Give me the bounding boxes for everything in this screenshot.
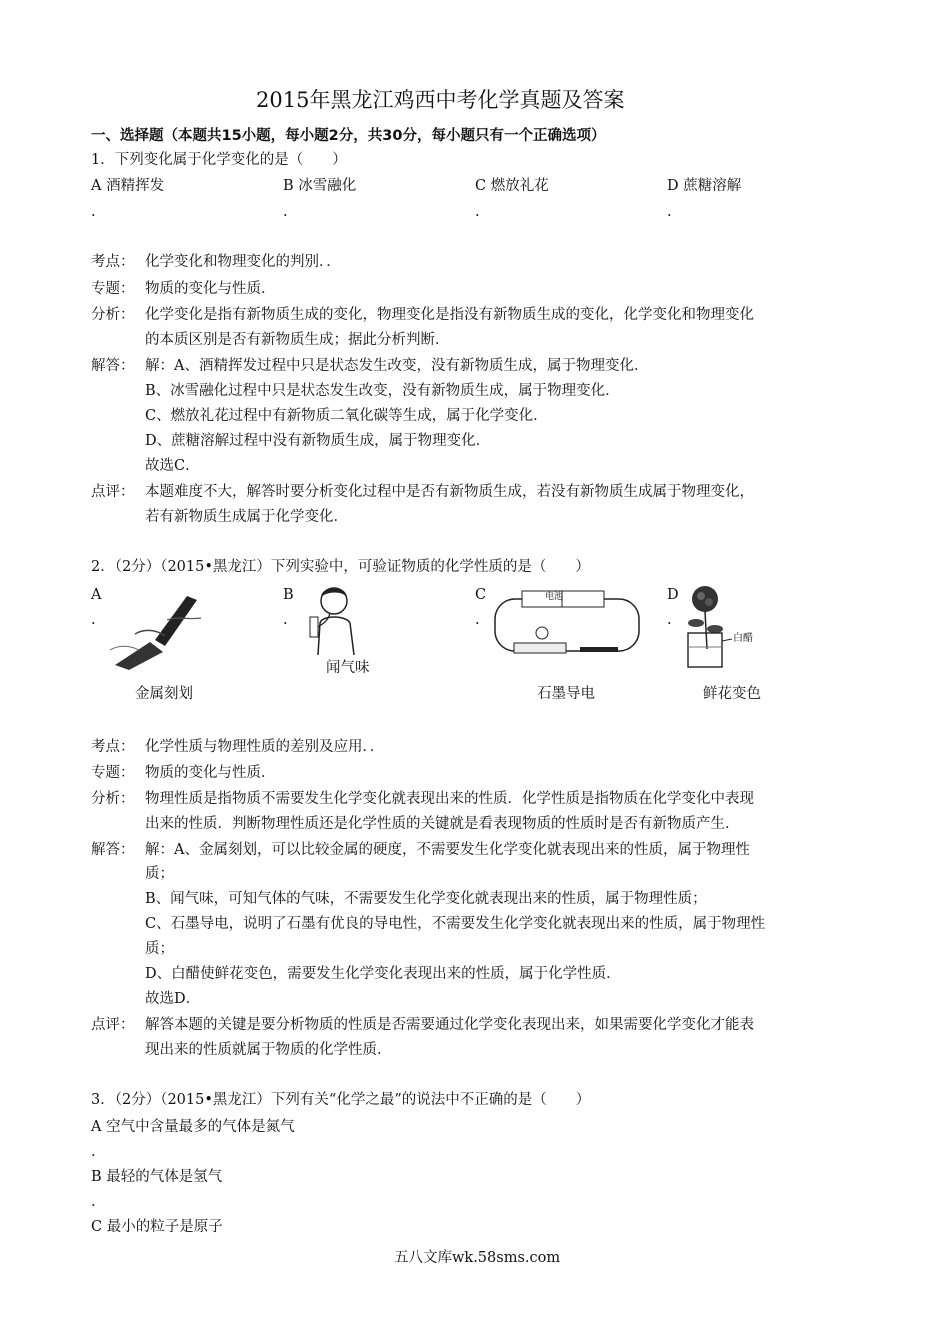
dot: . <box>91 1144 96 1160</box>
q1-dianping-line: 若有新物质生成属于化学变化． <box>145 509 348 525</box>
label-fenxi: 分析： <box>91 307 135 323</box>
q2-dianping-line: 现出来的性质就属于物质的化学性质． <box>145 1042 392 1058</box>
q1-jieda-line: B、冰雪融化过程中只是状态发生改变，没有新物质生成，属于物理变化． <box>145 383 620 399</box>
q2-option-a-letter: A <box>91 587 102 603</box>
dot: . <box>667 204 672 220</box>
page-title: 2015年黑龙江鸡西中考化学真题及答案 <box>256 88 625 112</box>
section-heading: 一、选择题（本题共15小题，每小题2分，共30分，每小题只有一个正确选项） <box>91 128 606 144</box>
smelling-illustration <box>300 583 372 658</box>
vinegar-label: 白醋 <box>733 633 753 644</box>
q3-option-a: A 空气中含量最多的气体是氮气 <box>91 1119 295 1135</box>
label-jieda: 解答： <box>91 358 135 374</box>
label-kaodian: 考点： <box>91 254 135 270</box>
q1-fenxi-line: 的本质区别是否有新物质生成；据此分析判断． <box>145 332 450 348</box>
q2-dianping-line: 解答本题的关键是要分析物质的性质是否需要通过化学变化表现出来，如果需要化学变化才能表 <box>145 1017 754 1033</box>
dot: . <box>475 612 480 628</box>
q2-option-c-letter: C <box>475 587 487 603</box>
flower-vinegar-illustration <box>680 583 750 669</box>
dot: . <box>91 1194 96 1210</box>
dot: . <box>91 612 96 628</box>
q2-jieda-line: 质； <box>145 941 174 957</box>
dot: . <box>667 612 672 628</box>
q2-kaodian: 化学性质与物理性质的差别及应用．． <box>145 739 385 755</box>
q2-caption-c: 石墨导电 <box>537 686 595 702</box>
q1-option-c: C 燃放礼花 <box>475 178 549 194</box>
q2-jieda-line: 故选D． <box>145 991 201 1007</box>
q2-fenxi-line: 物理性质是指物质不需要发生化学变化就表现出来的性质．化学性质是指物质在化学变化中表现 <box>145 791 754 807</box>
q2-stem: 2．（2分）（2015•黑龙江）下列实验中，可验证物质的化学性质的是（ ） <box>91 559 590 575</box>
q2-zhuanti: 物质的变化与性质． <box>145 765 276 781</box>
q2-jieda-line: D、白醋使鲜花变色，需要发生化学变化表现出来的性质，属于化学性质． <box>145 966 621 982</box>
q1-jieda-line: 故选C． <box>145 458 200 474</box>
q1-dianping-line: 本题难度不大，解答时要分析变化过程中是否有新物质生成，若没有新物质生成属于物理变化， <box>145 484 754 500</box>
q2-option-d-letter: D <box>667 587 679 603</box>
q1-option-d: D 蔗糖溶解 <box>667 178 742 194</box>
q2-caption-d: 鲜花变色 <box>703 686 761 702</box>
q1-option-a: A 酒精挥发 <box>91 178 165 194</box>
q3-option-c: C 最小的粒子是原子 <box>91 1219 223 1235</box>
label-jieda: 解答： <box>91 842 135 858</box>
q1-zhuanti: 物质的变化与性质． <box>145 281 276 297</box>
label-zhuanti: 专题： <box>91 281 135 297</box>
battery-label: 电池 <box>545 592 564 602</box>
q1-fenxi-line: 化学变化是指有新物质生成的变化，物理变化是指没有新物质生成的变化，化学变化和物理变化 <box>145 307 754 323</box>
q2-jieda-line: C、石墨导电，说明了石墨有优良的导电性，不需要发生化学变化就表现出来的性质，属于物理性 <box>145 916 766 932</box>
q2-jieda-line: B、闻气味，可知气体的气味，不需要发生化学变化就表现出来的性质，属于物理性质； <box>145 891 707 907</box>
metal-scratch-illustration <box>105 590 215 670</box>
q2-jieda-line: 解：A、金属刻划，可以比较金属的硬度，不需要发生化学变化就表现出来的性质，属于物理性 <box>145 842 750 858</box>
label-fenxi: 分析： <box>91 791 135 807</box>
label-dianping: 点评： <box>91 484 135 500</box>
q1-stem: 1．下列变化属于化学变化的是（ ） <box>91 152 347 168</box>
q2-jieda-line: 质； <box>145 866 174 882</box>
graphite-circuit-illustration <box>492 585 642 670</box>
q2-caption-a: 金属刻划 <box>135 686 193 702</box>
q1-jieda-line: 解：A、酒精挥发过程中只是状态发生改变，没有新物质生成，属于物理变化． <box>145 358 649 374</box>
q1-kaodian: 化学变化和物理变化的判别．． <box>145 254 341 270</box>
q1-jieda-line: C、燃放礼花过程中有新物质二氧化碳等生成，属于化学变化． <box>145 408 548 424</box>
q1-option-b: B 冰雪融化 <box>283 178 357 194</box>
q2-fenxi-line: 出来的性质．判断物理性质还是化学性质的关键就是看表现物质的性质时是否有新物质产生． <box>145 816 740 832</box>
footer-watermark: 五八文库wk.58sms.com <box>394 1250 561 1266</box>
dot: . <box>283 612 288 628</box>
label-dianping: 点评： <box>91 1017 135 1033</box>
q3-stem: 3．（2分）（2015•黑龙江）下列有关“化学之最”的说法中不正确的是（ ） <box>91 1092 591 1108</box>
q3-option-b: B 最轻的气体是氢气 <box>91 1169 223 1185</box>
label-kaodian: 考点： <box>91 739 135 755</box>
q1-jieda-line: D、蔗糖溶解过程中没有新物质生成，属于物理变化． <box>145 433 491 449</box>
dot: . <box>283 204 288 220</box>
q2-caption-b: 闻气味 <box>326 660 370 676</box>
dot: . <box>475 204 480 220</box>
dot: . <box>91 204 96 220</box>
q2-option-b-letter: B <box>283 587 294 603</box>
label-zhuanti: 专题： <box>91 765 135 781</box>
